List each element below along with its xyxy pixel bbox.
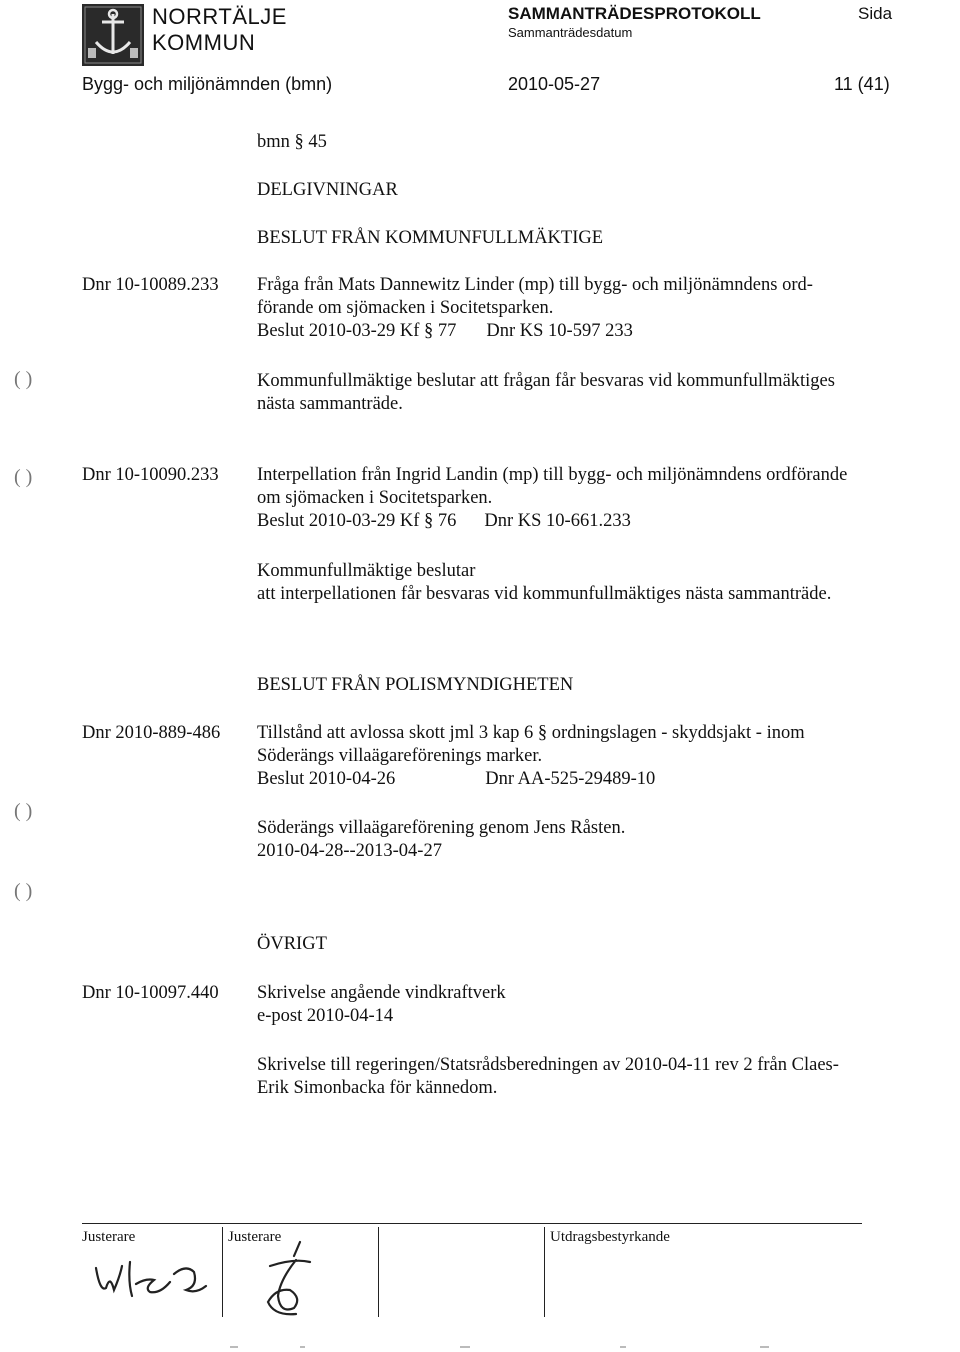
footer-divider <box>82 1223 862 1224</box>
margin-mark: ( ) <box>14 800 33 822</box>
protocol-subtitle: Sammanträdesdatum <box>508 25 633 40</box>
police-heading: BESLUT FRÅN POLISMYNDIGHETEN <box>257 675 574 695</box>
item4-note-line2: Erik Simonbacka för kännedom. <box>257 1078 498 1098</box>
item1-line2: förande om sjömacken i Socitetsparken. <box>257 298 554 318</box>
scan-speck <box>460 1346 470 1348</box>
item1-decision <box>257 320 897 343</box>
footer-column-divider <box>222 1227 223 1317</box>
municipality-name-line1: NORRTÄLJE <box>152 4 287 29</box>
item3-holder: Söderängs villaägareförening genom Jens Råsten. <box>257 818 626 838</box>
item4-dnr: Dnr 10-10097.440 <box>82 983 219 1003</box>
meeting-date: 2010-05-27 <box>508 74 601 94</box>
item2-body <box>257 464 897 533</box>
footer-label-justerare-1: Justerare <box>82 1229 136 1245</box>
footer-label-utdragsbestyrkande: Utdragsbestyrkande <box>550 1229 670 1245</box>
item3-line1: Tillstånd att avlossa skott jml 3 kap 6 § ordningslagen - skyddsjakt - inom <box>257 723 805 743</box>
item4-body <box>257 982 897 1028</box>
margin-mark: ( ) <box>14 466 33 488</box>
item3-decision-prefix: Beslut 2010-04-26 <box>257 769 396 789</box>
footer-label-justerare-2: Justerare <box>228 1229 282 1245</box>
item1-outcome-line1: Kommunfullmäktige beslutar att frågan får besvaras vid kommunfullmäktiges <box>257 371 835 391</box>
section-title: DELGIVNINGAR <box>257 180 398 200</box>
item2-line2: om sjömacken i Socitetsparken. <box>257 488 493 508</box>
scan-speck <box>300 1346 305 1348</box>
item2-decision-prefix: Beslut 2010-03-29 Kf § 76 <box>257 511 457 531</box>
page-label: Sida <box>858 4 893 23</box>
item3-dnr: Dnr 2010-889-486 <box>82 723 221 743</box>
item4-note <box>257 1054 897 1100</box>
item1-outcome-line2: nästa sammanträde. <box>257 394 403 414</box>
scan-speck <box>230 1346 238 1348</box>
item3-holder-block <box>257 817 897 863</box>
municipality-crest-logo <box>82 4 144 66</box>
item2-outcome <box>257 560 897 606</box>
item2-decision-dnr: Dnr KS 10-661.233 <box>484 511 631 531</box>
margin-mark: ( ) <box>14 368 33 390</box>
paragraph-reference: bmn § 45 <box>257 132 327 152</box>
municipality-name-line2: KOMMUN <box>152 30 256 55</box>
item1-line1: Fråga från Mats Dannewitz Linder (mp) till bygg- och miljönämndens ord- <box>257 275 813 295</box>
item2-outcome-line2: att interpellationen får besvaras vid kommunfullmäktiges nästa sammanträde. <box>257 584 832 604</box>
item2-decision <box>257 510 897 533</box>
protocol-title: SAMMANTRÄDESPROTOKOLL <box>508 4 761 23</box>
item1-outcome <box>257 370 897 416</box>
item4-note-line1: Skrivelse till regeringen/Statsrådsberedningen av 2010-04-11 rev 2 från Claes- <box>257 1055 839 1075</box>
kf-heading: BESLUT FRÅN KOMMUNFULLMÄKTIGE <box>257 228 604 248</box>
item3-decision <box>257 768 897 791</box>
margin-mark: ( ) <box>14 880 33 902</box>
item1-body <box>257 274 897 343</box>
item2-line1: Interpellation från Ingrid Landin (mp) till bygg- och miljönämndens ordförande <box>257 465 848 485</box>
item1-dnr: Dnr 10-10089.233 <box>82 275 219 295</box>
item1-decision-prefix: Beslut 2010-03-29 Kf § 77 <box>257 321 457 341</box>
item3-line2: Söderängs villaägareförenings marker. <box>257 746 543 766</box>
other-heading: ÖVRIGT <box>257 934 327 954</box>
scan-speck <box>760 1346 769 1348</box>
scan-speck <box>620 1346 626 1348</box>
item3-decision-dnr: Dnr AA-525-29489-10 <box>485 769 656 789</box>
page-number: 11 (41) <box>834 74 890 94</box>
item4-line1: Skrivelse angående vindkraftverk <box>257 983 506 1003</box>
item3-period: 2010-04-28--2013-04-27 <box>257 841 442 861</box>
item2-outcome-line1: Kommunfullmäktige beslutar <box>257 561 476 581</box>
signature-1-image <box>90 1252 220 1312</box>
footer-column-divider <box>544 1227 545 1317</box>
item2-dnr: Dnr 10-10090.233 <box>82 465 219 485</box>
item4-line2: e-post 2010-04-14 <box>257 1006 394 1026</box>
footer-column-divider <box>378 1227 379 1317</box>
committee-name: Bygg- och miljönämnden (bmn) <box>82 74 333 94</box>
item1-decision-dnr: Dnr KS 10-597 233 <box>486 321 633 341</box>
item3-body <box>257 722 897 791</box>
signature-2-image <box>250 1236 330 1320</box>
